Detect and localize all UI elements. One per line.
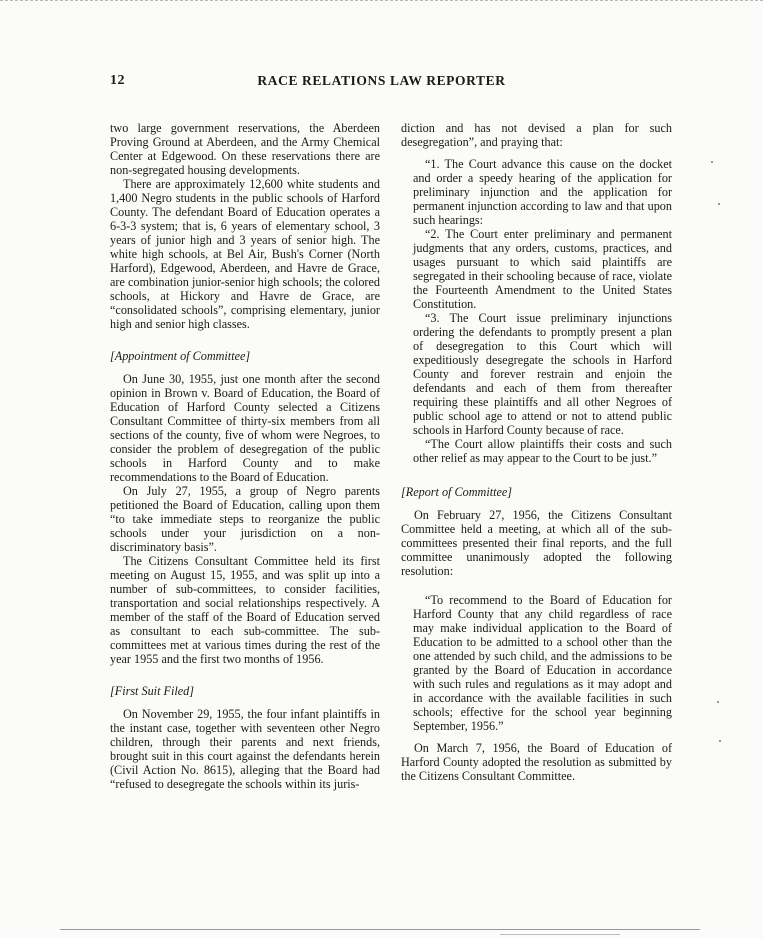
bottom-scan-border <box>60 929 700 930</box>
paragraph: On July 27, 1955, a group of Negro parents petitioned the Board of Education, calling upon them “to take immediate steps to reorganize the public schools under your jurisdiction on a non-discriminatory basis”. <box>110 484 380 554</box>
quoted-paragraph: “To recommend to the Board of Education for Harford County that any child regardless of race may make individual application to the Board of Education to be admitted to a school other than the one attended by such child, and the admissions to be granted by the Board of Education in accordance with such rules and regulations as it may adopt and in accordance with the available facilities in such schools; effective for the school year beginning September, 1956.” <box>413 593 672 733</box>
quoted-paragraph: “1. The Court advance this cause on the docket and order a speedy hearing of the application for preliminary injunction and the application for permanent injunction according to law and that upon such hearings: <box>413 157 672 227</box>
paragraph: On November 29, 1955, the four infant plaintiffs in the instant case, together with seventeen other Negro children, through their parents and next friends, brought suit in this court against the defendants herein (Civil Action No. 8615), alleging that the Board had “refused to desegregate the schools within its juris- <box>110 707 380 791</box>
running-title: RACE RELATIONS LAW REPORTER <box>257 73 506 88</box>
paragraph: two large government reservations, the Aberdeen Proving Ground at Aberdeen, and the Army Chemical Center at Edgewood. On these reservations there are non-segregated housing developments. <box>110 121 380 177</box>
quoted-paragraph: “The Court allow plaintiffs their costs and such other relief as may appear to the Court to be just.” <box>413 437 672 465</box>
page-number: 12 <box>110 73 125 88</box>
paragraph: On March 7, 1956, the Board of Education of Harford County adopted the resolution as submitted by the Citizens Consultant Committee. <box>401 741 672 783</box>
scan-speck <box>719 740 721 742</box>
paragraph: The Citizens Consultant Committee held its first meeting on August 15, 1955, and was split up into a number of sub-committees, to consider facilities, transportation and social relationships respectively. A member of the staff of the Board of Education served as consultant to each sub-committee. The sub-committees met at various times during the rest of the year 1955 and the first two months of 1956. <box>110 554 380 666</box>
paragraph: diction and has not devised a plan for such desegregation”, and praying that: <box>401 121 672 149</box>
left-column <box>110 121 380 791</box>
section-heading: [Appointment of Committee] <box>110 349 251 363</box>
bottom-scan-border-faint <box>500 934 620 935</box>
section-heading: [First Suit Filed] <box>110 684 194 698</box>
top-scan-border <box>0 0 763 4</box>
paragraph: On February 27, 1956, the Citizens Consultant Committee held a meeting, at which all of the sub-committees presented their final reports, and the full committee unanimously adopted the following resolution: <box>401 508 672 578</box>
paragraph: There are approximately 12,600 white students and 1,400 Negro students in the public schools of Harford County. The defendant Board of Education operates a 6-3-3 system; that is, 6 years of elementary school, 3 years of junior high and 3 years of senior high. The white high schools, at Bel Air, Bush's Corner (North Harford), Edgewood, Aberdeen, and Havre de Grace, are combination junior-senior high schools; the colored schools, at Hickory and Havre de Grace, are “consolidated schools”, comprising elementary, junior high and senior high classes. <box>110 177 380 331</box>
scan-speck <box>711 161 713 163</box>
right-column <box>401 121 672 783</box>
scan-speck <box>718 203 720 205</box>
section-heading: [Report of Committee] <box>401 485 513 499</box>
quoted-paragraph: “3. The Court issue preliminary injunctions ordering the defendants to promptly present a plan of desegregation to this Court which will expeditiously desegregate the schools in Harford County and forever restrain and enjoin the defendants and each of them from thereafter requiring these plaintiffs and all other Negroes of public school age to attend or not to attend public schools in Harford County because of race. <box>413 311 672 437</box>
paragraph: On June 30, 1955, just one month after the second opinion in Brown v. Board of Education, the Board of Education of Harford County selected a Citizens Consultant Committee of thirty-six members from all sections of the county, five of whom were Negroes, to consider the problem of desegregation of the public schools in Harford County and to make recommendations to the Board of Education. <box>110 372 380 484</box>
scan-speck <box>717 701 719 703</box>
quoted-paragraph: “2. The Court enter preliminary and permanent judgments that any orders, customs, practices, and usages pursuant to which said plaintiffs are segregated in their schooling because of race, violate the Fourteenth Amendment to the United States Constitution. <box>413 227 672 311</box>
